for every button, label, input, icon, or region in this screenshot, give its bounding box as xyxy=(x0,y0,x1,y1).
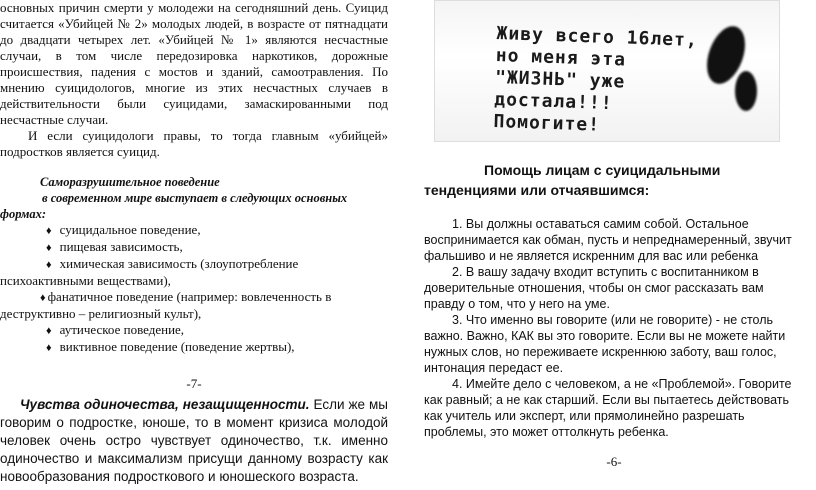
left-paragraph-2: И если суицидологи правы, то тогда главным «убийцей» подростков является суицид. xyxy=(0,128,388,159)
diamond-bullet-icon: ♦ xyxy=(46,325,52,337)
list-item: ♦ виктивное поведение (поведение жертвы), xyxy=(46,339,295,354)
help-item-4: 4. Имейте дело с человеком, а не «Проблемой». Говорите как равный; а не как старший. Если вы пытаетесь действовать как учитель или эксперт, или прямолинейно разрешать проблемы, это может оттолкнуть ребенка. xyxy=(424,377,792,439)
help-item-2: 2. В вашу задачу входит вступить с воспитанником в доверительные отношения, чтобы он смог рассказать вам правду о том, что у него на уме. xyxy=(424,265,764,311)
graffiti-text: Живу всего 16лет, но меня эта "ЖИЗНЬ" уже достала!!! Помогите! xyxy=(493,23,699,136)
left-paragraph-1: основных причин смерти у молодежи на сегодняшний день. Суицид считается «Убийцей № 2» молодых людей, в возрасте от пятнадцати до двадцати четырех лет. «Убийцей № 1» являются несчастные случаи, в том числе передозировка наркотиков, дорожные происшествия, падения с мостов и зданий, самоотравления. По мнению суицидологов, многие из этих несчастных случаев в действительности были суицидами, замаскированными под несчастные случаи. xyxy=(0,0,388,127)
left-page xyxy=(0,0,388,486)
ink-blot xyxy=(735,71,757,111)
help-item-3: 3. Что именно вы говорите (или не говорите) - не столь важно. Важно, КАК вы это говорите. Если вы не можете найти нужных слов, но переживаете искреннюю заботу, ваш голос, интонация передаст ее. xyxy=(424,313,786,375)
forms-list xyxy=(0,222,388,356)
self-destructive-heading-1: Саморазрушительное поведение xyxy=(40,175,220,189)
diamond-bullet-icon: ♦ xyxy=(46,225,52,237)
self-destructive-heading-2: в современном мире выступает в следующих основных формах: xyxy=(0,191,348,221)
diamond-bullet-icon: ♦ xyxy=(46,342,52,354)
list-item: ♦ суицидальное поведение, xyxy=(46,222,201,237)
list-item: ♦ фанатичное поведение (например: вовлеченность в деструктивно – религиозный культ), xyxy=(0,289,332,321)
help-title: Помощь лицам с суицидальными тенденциями или отчаявшимся: xyxy=(424,162,721,198)
list-item: ♦ пищевая зависимость, xyxy=(46,239,183,254)
diamond-bullet-icon: ♦ xyxy=(40,292,46,304)
diamond-bullet-icon: ♦ xyxy=(46,242,52,254)
loneliness-paragraph xyxy=(0,396,388,486)
diamond-bullet-icon: ♦ xyxy=(46,259,52,271)
page-number-left: -7- xyxy=(186,376,202,391)
list-item: ♦ аутическое поведение, xyxy=(46,322,185,337)
page-number-right: -6- xyxy=(606,454,622,469)
loneliness-text: Если же мы говорим о подростке, юноше, то в момент кризиса молодой человек очень остро чувствует одиночество, т.к. именно одиночество и максимализм присущи данному возрасту как новообразования подросткового и юношеского возраста. xyxy=(0,397,388,484)
graffiti-photo xyxy=(434,0,780,142)
loneliness-heading: Чувства одиночества, незащищенности. xyxy=(20,397,310,412)
help-item-1: 1. Вы должны оставаться самим собой. Остальное воспринимается как обман, пусть и непреднамеренный, звучит фальшиво и не является искренним для вас или ребенка xyxy=(424,217,792,263)
list-item: ♦ химическая зависимость (злоупотребление психоактивными веществами), xyxy=(0,256,299,288)
